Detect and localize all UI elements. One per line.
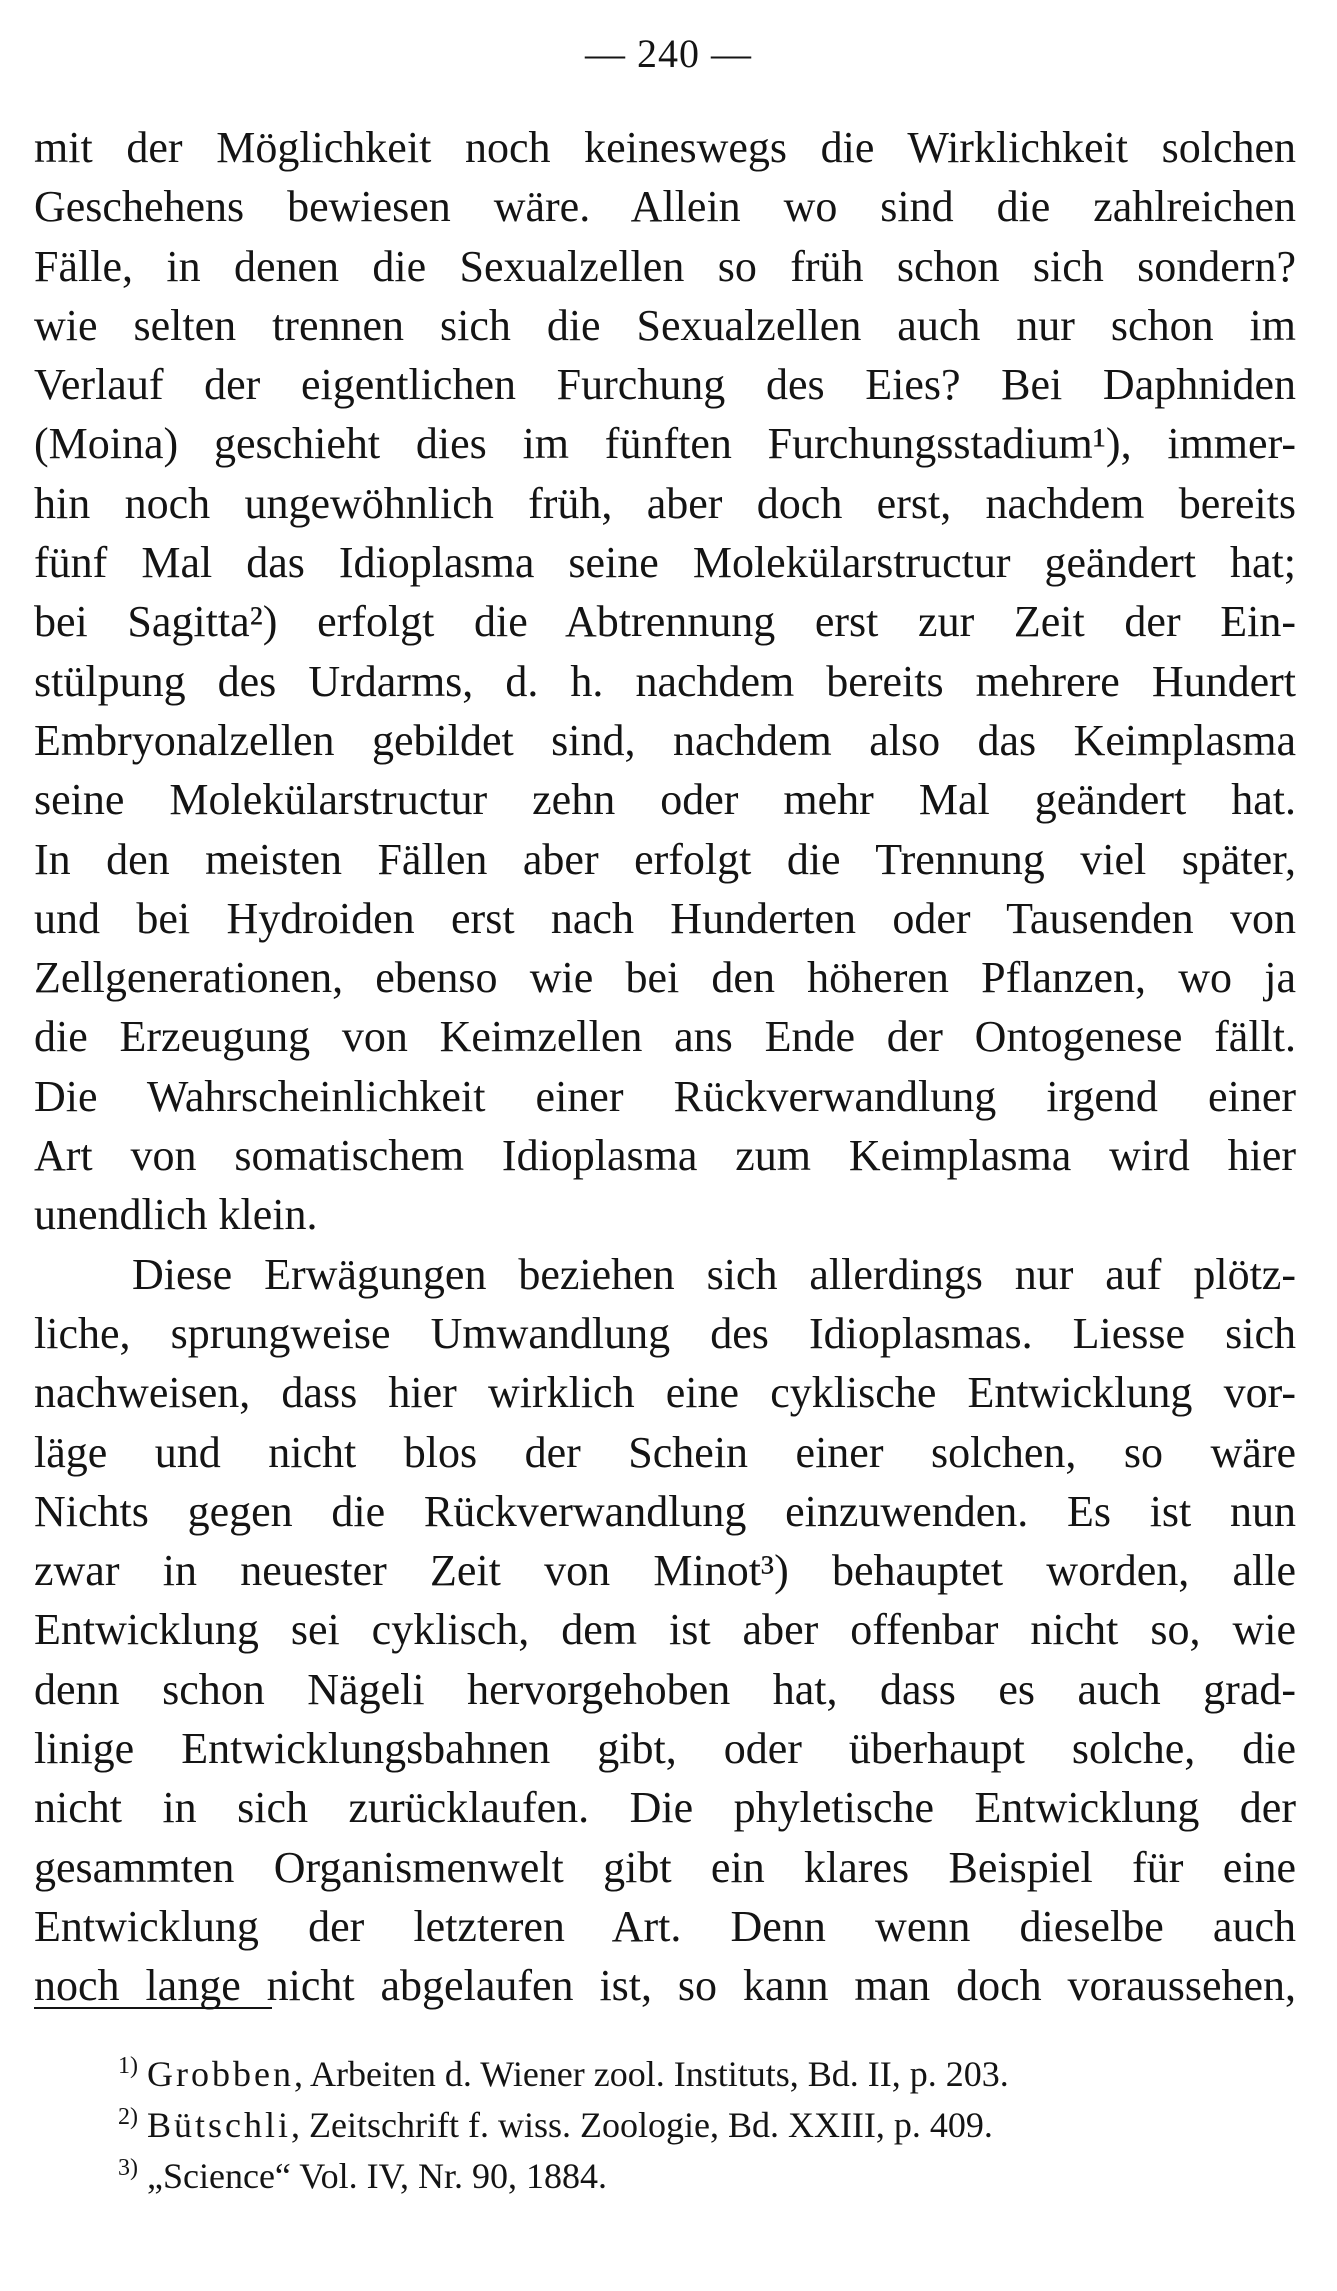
footnote-3	[118, 2151, 1268, 2202]
text-line: gesammten Organismenwelt gibt ein klares Beispiel für eine	[34, 1842, 1296, 1892]
text-line: Zellgenerationen, ebenso wie bei den höheren Pflanzen, wo ja	[34, 953, 1296, 1003]
footnote-text: „Science“ Vol. IV, Nr. 90, 1884.	[147, 2156, 607, 2196]
text-line: zwar in neuester Zeit von Minot³) behauptet worden, alle	[34, 1546, 1296, 1596]
text-line: linige Entwicklungsbahnen gibt, oder überhaupt solche, die	[34, 1724, 1296, 1774]
text-line: Embryonalzellen gebildet sind, nachdem also das Keimplasma	[34, 715, 1296, 765]
footnote-author: Grobben	[147, 2054, 294, 2094]
text-line: und bei Hydroiden erst nach Hunderten oder Tausenden von	[34, 893, 1296, 943]
text-line: Nichts gegen die Rückverwandlung einzuwenden. Es ist nun	[34, 1486, 1296, 1536]
text-line: hin noch ungewöhnlich früh, aber doch erst, nachdem bereits	[34, 478, 1296, 528]
page-number: — 240 —	[585, 31, 752, 76]
body-text	[34, 118, 1296, 2016]
footnote-marker: 2)	[118, 2104, 138, 2130]
text-line: Fälle, in denen die Sexualzellen so früh schon sich sondern?	[34, 241, 1296, 291]
text-line: (Moina) geschieht dies im fünften Furchungsstadium¹), immer-	[34, 419, 1296, 469]
text-line: nachweisen, dass hier wirklich eine cyklische Entwicklung vor-	[34, 1368, 1296, 1418]
footnotes	[118, 2049, 1268, 2202]
text-line: Art von somatischem Idioplasma zum Keimplasma wird hier	[34, 1131, 1296, 1181]
text-line: wie selten trennen sich die Sexualzellen auch nur schon im	[34, 300, 1296, 350]
text-line: mit der Möglichkeit noch keineswegs die Wirklichkeit solchen	[34, 123, 1296, 172]
footnote-divider	[34, 2007, 272, 2009]
footnote-2	[118, 2100, 1268, 2151]
text-line: denn schon Nägeli hervorgehoben hat, dass es auch grad-	[34, 1664, 1296, 1714]
text-line: die Erzeugung von Keimzellen ans Ende der Ontogenese fällt.	[34, 1012, 1296, 1062]
footnote-1	[118, 2049, 1268, 2100]
footnote-marker: 3)	[118, 2155, 138, 2181]
text-line: fünf Mal das Idioplasma seine Molekülarstructur geändert hat;	[34, 538, 1296, 588]
text-line: In den meisten Fällen aber erfolgt die Trennung viel später,	[34, 834, 1296, 884]
text-line: Diese Erwägungen beziehen sich allerdings nur auf plötz-	[132, 1249, 1296, 1299]
text-line: unendlich klein.	[34, 1190, 318, 1240]
text-line: Entwicklung der letzteren Art. Denn wenn dieselbe auch	[34, 1901, 1296, 1951]
text-line: läge und nicht blos der Schein einer solchen, so wäre	[34, 1427, 1296, 1477]
text-line: nicht in sich zurücklaufen. Die phyletische Entwicklung der	[34, 1783, 1296, 1833]
text-line: stülpung des Urdarms, d. h. nachdem bereits mehrere Hundert	[34, 656, 1296, 706]
text-line: Entwicklung sei cyklisch, dem ist aber offenbar nicht so, wie	[34, 1605, 1296, 1655]
footnote-text: , Zeitschrift f. wiss. Zoologie, Bd. XXIII, p. 409.	[291, 2105, 993, 2145]
text-line: Die Wahrscheinlichkeit einer Rückverwandlung irgend einer	[34, 1071, 1296, 1121]
text-line: Verlauf der eigentlichen Furchung des Eies? Bei Daphniden	[34, 360, 1296, 410]
text-line: Geschehens bewiesen wäre. Allein wo sind die zahlreichen	[34, 182, 1296, 232]
text-line: bei Sagitta²) erfolgt die Abtrennung erst zur Zeit der Ein-	[34, 597, 1296, 647]
text-line: seine Molekülarstructur zehn oder mehr Mal geändert hat.	[34, 775, 1296, 825]
text-line: liche, sprungweise Umwandlung des Idioplasmas. Liesse sich	[34, 1308, 1296, 1358]
footnote-author: Bütschli	[147, 2105, 292, 2145]
text-line: noch lange nicht abgelaufen ist, so kann man doch voraussehen,	[34, 1961, 1296, 2011]
footnote-text: , Arbeiten d. Wiener zool. Instituts, Bd. II, p. 203.	[293, 2054, 1009, 2094]
footnote-marker: 1)	[118, 2053, 138, 2079]
